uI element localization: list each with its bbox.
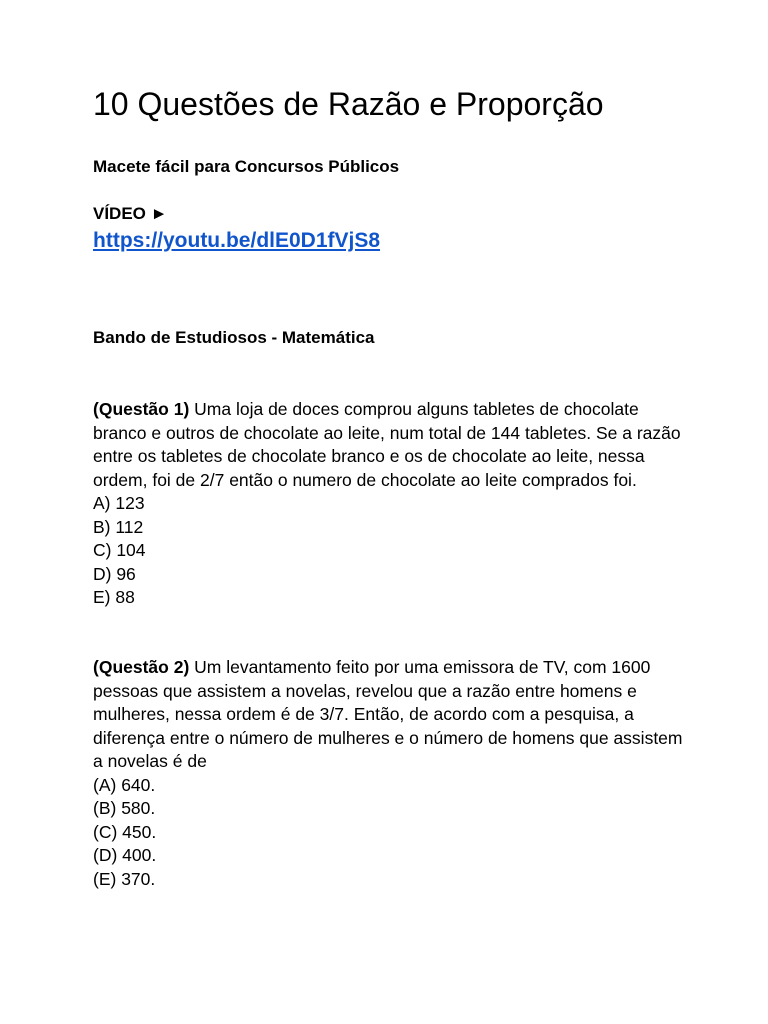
answer-option: A) 123 [93,493,145,513]
question-1 [93,398,683,610]
answer-option: (A) 640. [93,774,156,795]
answer-option: B) 112 [93,516,144,537]
document-title: 10 Questões de Razão e Proporção [93,86,604,122]
question-label: (Questão 2) [93,657,190,677]
answer-option: (E) 370. [93,868,156,889]
answer-option: C) 104 [93,540,146,560]
answer-options [93,492,683,610]
video-link[interactable]: https://youtu.be/dlE0D1fVjS8 [93,229,381,252]
answer-option: (C) 450. [93,821,157,842]
section-label: Bando de Estudiosos - Matemática [93,328,375,347]
question-text: Uma loja de doces comprou alguns tabletes de chocolate branco e outros de chocolate ao leite, num total de 144 tabletes. Se a razão entre os tabletes de chocolate branco e os de chocolate ao leite, nessa ordem, foi de 2/7 então o numero de chocolate ao leite comprados foi. [93,399,681,490]
question-2 [93,656,683,891]
answer-option: E) 88 [93,587,135,607]
answer-option: D) 96 [93,563,136,584]
answer-options [93,774,683,892]
question-label: (Questão 1) [93,399,190,419]
video-label: VÍDEO ► [93,204,168,223]
document-subtitle: Macete fácil para Concursos Públicos [93,157,400,176]
question-text: Um levantamento feito por uma emissora de TV, com 1600 pessoas que assistem a novelas, revelou que a razão entre homens e mulheres, nessa ordem é de 3/7. Então, de acordo com a pesquisa, a diferença entre o número de mulheres e o número de homens que assistem a novelas é de [93,657,683,771]
answer-option: (D) 400. [93,845,157,865]
answer-option: (B) 580. [93,798,156,818]
